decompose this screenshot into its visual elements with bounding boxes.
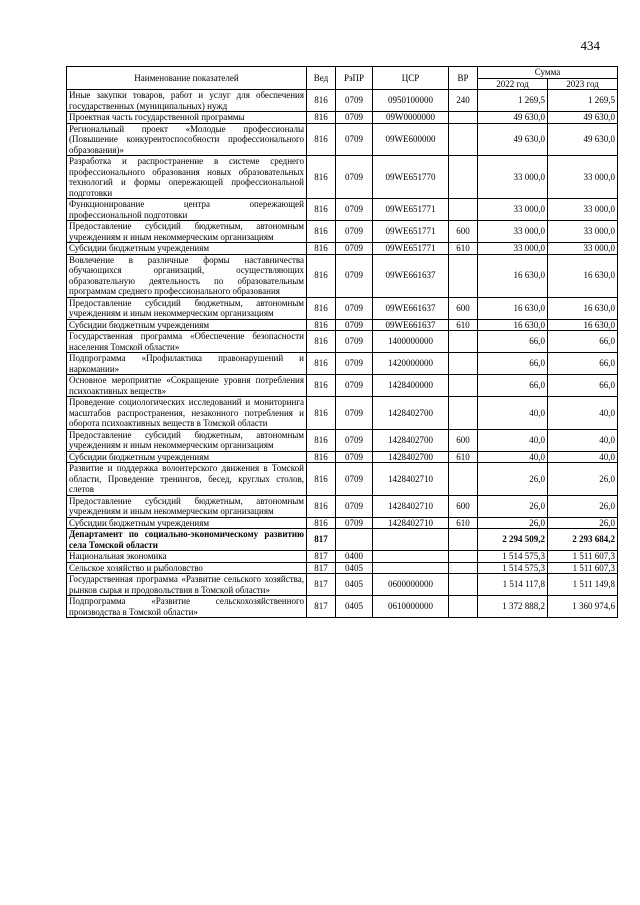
row-sum-2022: 49 630,0 <box>478 123 548 156</box>
table-row <box>67 429 618 451</box>
row-vr: 610 <box>449 319 478 331</box>
row-ved: 816 <box>307 331 336 353</box>
row-rzpr: 0709 <box>336 451 373 463</box>
table-row <box>67 112 618 124</box>
table-row <box>67 319 618 331</box>
row-sum-2023: 26,0 <box>548 495 618 517</box>
row-rzpr: 0709 <box>336 517 373 529</box>
row-name: Государственная программа «Развитие сельского хозяйства, рынков сырья и продовольствия в Томской области» <box>67 574 307 596</box>
table-row <box>67 297 618 319</box>
row-sum-2022: 40,0 <box>478 429 548 451</box>
row-csr: 1428402710 <box>373 517 449 529</box>
row-csr: 0610000000 <box>373 596 449 618</box>
row-sum-2022: 16 630,0 <box>478 319 548 331</box>
row-rzpr: 0405 <box>336 562 373 574</box>
header-vr: ВР <box>449 67 478 90</box>
table-row <box>67 221 618 243</box>
row-rzpr: 0709 <box>336 429 373 451</box>
row-ved: 816 <box>307 353 336 375</box>
row-rzpr: 0709 <box>336 243 373 255</box>
row-rzpr: 0709 <box>336 375 373 397</box>
row-ved: 816 <box>307 375 336 397</box>
row-sum-2022: 66,0 <box>478 353 548 375</box>
row-csr: 09WE651771 <box>373 243 449 255</box>
row-sum-2023: 26,0 <box>548 517 618 529</box>
row-vr <box>449 254 478 297</box>
row-sum-2023: 66,0 <box>548 353 618 375</box>
row-vr: 600 <box>449 495 478 517</box>
row-name: Подпрограмма «Профилактика правонарушений и наркомании» <box>67 353 307 375</box>
row-vr: 610 <box>449 451 478 463</box>
row-sum-2023: 33 000,0 <box>548 199 618 221</box>
row-ved: 816 <box>307 199 336 221</box>
row-csr: 0950100000 <box>373 90 449 112</box>
row-rzpr: 0405 <box>336 596 373 618</box>
row-sum-2022: 1 514 575,3 <box>478 551 548 563</box>
row-rzpr: 0709 <box>336 353 373 375</box>
row-vr <box>449 375 478 397</box>
row-vr <box>449 397 478 430</box>
row-rzpr: 0709 <box>336 90 373 112</box>
header-year-2022: 2022 год <box>478 78 548 90</box>
row-name: Сельское хозяйство и рыболовство <box>67 562 307 574</box>
header-ved: Вед <box>307 67 336 90</box>
row-name: Разработка и распространение в системе среднего профессионального образования новых образовательных технологий и формы опережающей профессиональной подготовки <box>67 156 307 199</box>
row-rzpr: 0709 <box>336 397 373 430</box>
row-csr: 09WE651771 <box>373 199 449 221</box>
table-row <box>67 551 618 563</box>
row-csr: 09WE651771 <box>373 221 449 243</box>
row-ved: 817 <box>307 551 336 563</box>
row-name: Национальная экономика <box>67 551 307 563</box>
header-name: Наименование показателей <box>67 67 307 90</box>
row-csr: 09WE600000 <box>373 123 449 156</box>
row-vr <box>449 331 478 353</box>
row-vr: 600 <box>449 429 478 451</box>
row-vr <box>449 596 478 618</box>
table-row <box>67 596 618 618</box>
row-sum-2023: 1 360 974,6 <box>548 596 618 618</box>
row-vr: 240 <box>449 90 478 112</box>
row-sum-2022: 26,0 <box>478 463 548 496</box>
row-ved: 816 <box>307 319 336 331</box>
row-sum-2022: 16 630,0 <box>478 254 548 297</box>
row-ved: 817 <box>307 574 336 596</box>
row-sum-2023: 40,0 <box>548 451 618 463</box>
row-ved: 816 <box>307 429 336 451</box>
row-name: Основное мероприятие «Сокращение уровня потребления психоактивных веществ» <box>67 375 307 397</box>
row-vr: 600 <box>449 221 478 243</box>
page-number: 434 <box>580 38 600 53</box>
row-rzpr: 0709 <box>336 156 373 199</box>
row-sum-2022: 1 269,5 <box>478 90 548 112</box>
row-vr <box>449 112 478 124</box>
row-csr: 09WE651770 <box>373 156 449 199</box>
row-rzpr: 0709 <box>336 112 373 124</box>
table-header <box>67 67 618 90</box>
row-sum-2023: 16 630,0 <box>548 254 618 297</box>
table-row <box>67 199 618 221</box>
table-row <box>67 517 618 529</box>
row-name: Развитие и поддержка волонтерского движения в Томской области, Проведение тренингов, бесед, круглых столов, слетов <box>67 463 307 496</box>
row-csr: 09WE661637 <box>373 297 449 319</box>
row-sum-2023: 1 269,5 <box>548 90 618 112</box>
row-rzpr <box>336 529 373 551</box>
row-sum-2023: 1 511 607,3 <box>548 562 618 574</box>
row-sum-2022: 66,0 <box>478 375 548 397</box>
row-sum-2023: 40,0 <box>548 429 618 451</box>
row-ved: 816 <box>307 156 336 199</box>
table-body <box>67 90 618 618</box>
row-name: Субсидии бюджетным учреждениям <box>67 319 307 331</box>
row-sum-2023: 66,0 <box>548 331 618 353</box>
table-row <box>67 353 618 375</box>
table-row <box>67 562 618 574</box>
row-rzpr: 0709 <box>336 463 373 496</box>
row-name: Подпрограмма «Развитие сельскохозяйственного производства в Томской области» <box>67 596 307 618</box>
row-sum-2023: 16 630,0 <box>548 319 618 331</box>
row-rzpr: 0709 <box>336 319 373 331</box>
row-sum-2022: 33 000,0 <box>478 199 548 221</box>
row-rzpr: 0709 <box>336 331 373 353</box>
budget-table <box>66 66 618 618</box>
row-sum-2023: 1 511 607,3 <box>548 551 618 563</box>
row-ved: 816 <box>307 243 336 255</box>
row-name: Предоставление субсидий бюджетным, автономным учреждениям и иным некоммерческим организациям <box>67 221 307 243</box>
row-ved: 816 <box>307 297 336 319</box>
row-name: Проведение социологических исследований и мониторинга масштабов распространения, незаконного потребления и оборота психоактивных веществ в Томской области <box>67 397 307 430</box>
row-csr: 0600000000 <box>373 574 449 596</box>
header-csr: ЦСР <box>373 67 449 90</box>
row-csr: 09W0000000 <box>373 112 449 124</box>
row-csr: 1428402700 <box>373 429 449 451</box>
row-sum-2023: 33 000,0 <box>548 221 618 243</box>
row-rzpr: 0405 <box>336 574 373 596</box>
row-name: Департамент по социально-экономическому развитию села Томской области <box>67 529 307 551</box>
row-ved: 817 <box>307 562 336 574</box>
row-sum-2023: 16 630,0 <box>548 297 618 319</box>
row-csr: 1420000000 <box>373 353 449 375</box>
table-row <box>67 451 618 463</box>
row-sum-2022: 16 630,0 <box>478 297 548 319</box>
row-csr: 1428402700 <box>373 451 449 463</box>
row-csr: 1428400000 <box>373 375 449 397</box>
row-name: Предоставление субсидий бюджетным, автономным учреждениям и иным некоммерческим организациям <box>67 429 307 451</box>
row-sum-2022: 26,0 <box>478 517 548 529</box>
row-sum-2023: 33 000,0 <box>548 156 618 199</box>
row-sum-2022: 49 630,0 <box>478 112 548 124</box>
row-sum-2022: 26,0 <box>478 495 548 517</box>
row-name: Предоставление субсидий бюджетным, автономным учреждениям и иным некоммерческим организациям <box>67 495 307 517</box>
row-name: Предоставление субсидий бюджетным, автономным учреждениям и иным некоммерческим организациям <box>67 297 307 319</box>
row-name: Проектная часть государственной программы <box>67 112 307 124</box>
row-sum-2023: 33 000,0 <box>548 243 618 255</box>
table-row <box>67 156 618 199</box>
row-sum-2022: 2 294 509,2 <box>478 529 548 551</box>
row-ved: 816 <box>307 90 336 112</box>
table-row <box>67 123 618 156</box>
row-sum-2023: 66,0 <box>548 375 618 397</box>
row-name: Субсидии бюджетным учреждениям <box>67 243 307 255</box>
row-sum-2023: 26,0 <box>548 463 618 496</box>
table-row <box>67 397 618 430</box>
row-name: Государственная программа «Обеспечение безопасности населения Томской области» <box>67 331 307 353</box>
row-vr: 610 <box>449 517 478 529</box>
row-sum-2022: 40,0 <box>478 397 548 430</box>
table-row <box>67 254 618 297</box>
row-name: Субсидии бюджетным учреждениям <box>67 451 307 463</box>
row-vr <box>449 574 478 596</box>
table-row <box>67 90 618 112</box>
row-rzpr: 0400 <box>336 551 373 563</box>
row-csr: 1400000000 <box>373 331 449 353</box>
header-sum: Сумма <box>478 67 618 79</box>
row-csr: 1428402710 <box>373 495 449 517</box>
row-vr <box>449 562 478 574</box>
row-sum-2023: 1 511 149,8 <box>548 574 618 596</box>
row-sum-2022: 66,0 <box>478 331 548 353</box>
table-row <box>67 529 618 551</box>
row-name: Субсидии бюджетным учреждениям <box>67 517 307 529</box>
row-csr <box>373 551 449 563</box>
row-ved: 817 <box>307 596 336 618</box>
row-sum-2022: 40,0 <box>478 451 548 463</box>
row-csr: 1428402710 <box>373 463 449 496</box>
row-csr: 1428402700 <box>373 397 449 430</box>
row-vr <box>449 529 478 551</box>
row-rzpr: 0709 <box>336 221 373 243</box>
row-sum-2023: 2 293 684,2 <box>548 529 618 551</box>
row-ved: 816 <box>307 495 336 517</box>
row-sum-2022: 33 000,0 <box>478 243 548 255</box>
row-rzpr: 0709 <box>336 254 373 297</box>
row-vr <box>449 551 478 563</box>
row-sum-2022: 1 514 117,8 <box>478 574 548 596</box>
row-ved: 816 <box>307 451 336 463</box>
row-csr: 09WE661637 <box>373 254 449 297</box>
row-sum-2022: 33 000,0 <box>478 221 548 243</box>
table-row <box>67 463 618 496</box>
row-name: Функционирование центра опережающей профессиональной подготовки <box>67 199 307 221</box>
row-vr <box>449 199 478 221</box>
header-year-2023: 2023 год <box>548 78 618 90</box>
row-vr: 600 <box>449 297 478 319</box>
row-csr: 09WE661637 <box>373 319 449 331</box>
row-ved: 816 <box>307 123 336 156</box>
row-name: Вовлечение в различные формы наставничества обучающихся организаций, осуществляющих образовательную деятельность по образовательным программам среднего профессионального образования <box>67 254 307 297</box>
row-rzpr: 0709 <box>336 199 373 221</box>
row-name: Иные закупки товаров, работ и услуг для обеспечения государственных (муниципальных) нужд <box>67 90 307 112</box>
row-vr: 610 <box>449 243 478 255</box>
row-sum-2023: 49 630,0 <box>548 112 618 124</box>
row-vr <box>449 123 478 156</box>
row-vr <box>449 353 478 375</box>
row-vr <box>449 156 478 199</box>
row-rzpr: 0709 <box>336 495 373 517</box>
table-row <box>67 375 618 397</box>
row-sum-2022: 1 514 575,3 <box>478 562 548 574</box>
row-sum-2023: 49 630,0 <box>548 123 618 156</box>
table-row <box>67 574 618 596</box>
row-ved: 817 <box>307 529 336 551</box>
row-sum-2023: 40,0 <box>548 397 618 430</box>
row-ved: 816 <box>307 517 336 529</box>
table-row <box>67 243 618 255</box>
row-csr <box>373 562 449 574</box>
row-ved: 816 <box>307 221 336 243</box>
row-vr <box>449 463 478 496</box>
header-rzpr: РзПР <box>336 67 373 90</box>
row-csr <box>373 529 449 551</box>
table-row <box>67 331 618 353</box>
row-ved: 816 <box>307 254 336 297</box>
row-rzpr: 0709 <box>336 123 373 156</box>
row-ved: 816 <box>307 397 336 430</box>
row-ved: 816 <box>307 112 336 124</box>
row-sum-2022: 33 000,0 <box>478 156 548 199</box>
row-sum-2022: 1 372 888,2 <box>478 596 548 618</box>
row-ved: 816 <box>307 463 336 496</box>
row-name: Региональный проект «Молодые профессионалы (Повышение конкурентоспособности профессионального образования)» <box>67 123 307 156</box>
table-row <box>67 495 618 517</box>
row-rzpr: 0709 <box>336 297 373 319</box>
